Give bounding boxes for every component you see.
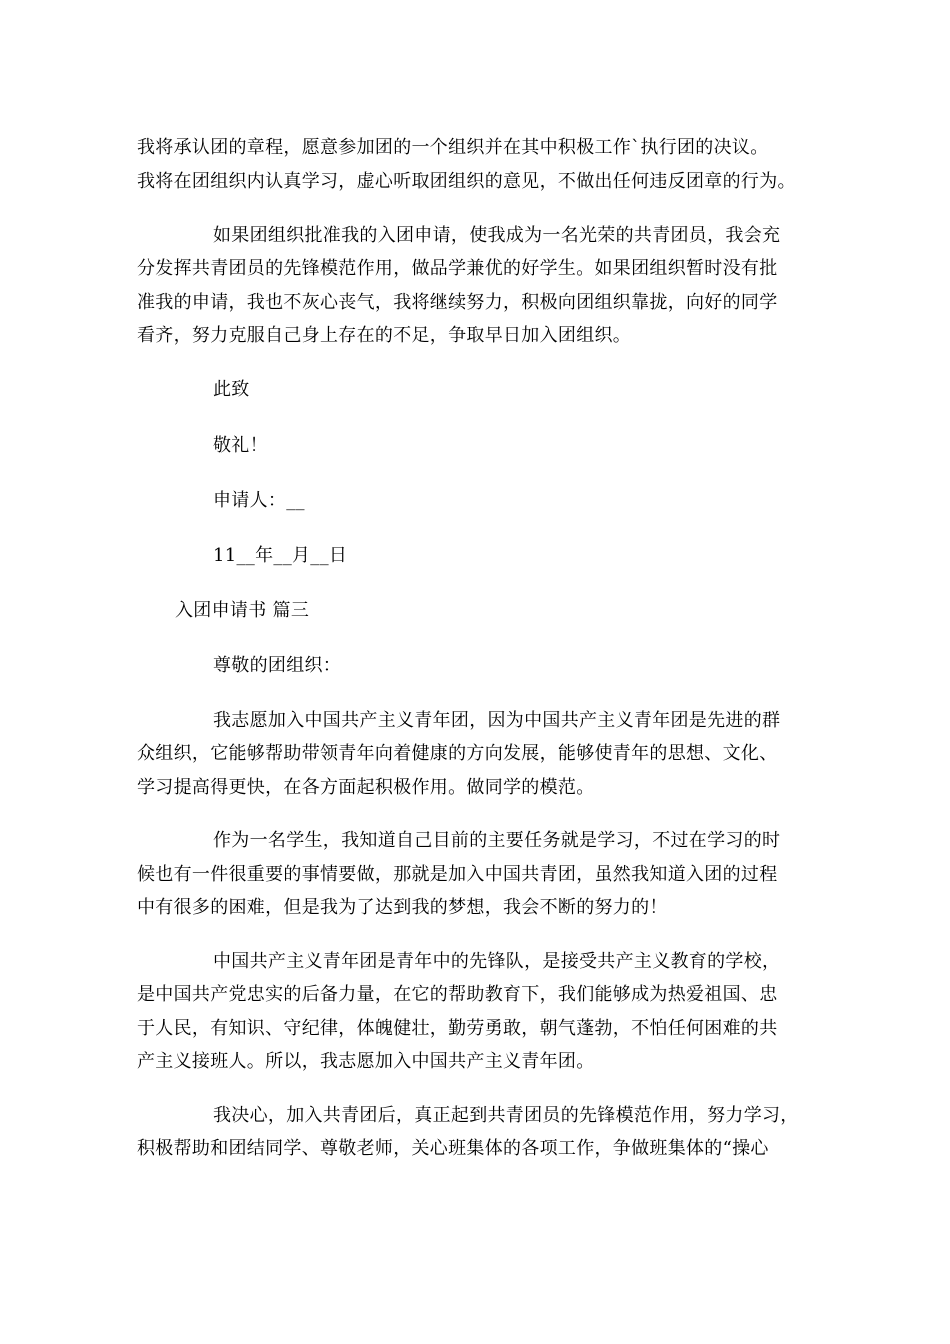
text-line: 分发挥共青团员的先锋模范作用，做品学兼优的好学生。如果团组织暂时没有批 xyxy=(137,258,778,279)
text-line: 是中国共产党忠实的后备力量，在它的帮助教育下，我们能够成为热爱祖国、忠 xyxy=(137,984,778,1005)
text-line: 我志愿加入中国共产主义青年团，因为中国共产主义青年团是先进的群 xyxy=(213,710,781,731)
text-line: 候也有一件很重要的事情要做，那就是加入中国共青团，虽然我知道入团的过程 xyxy=(137,864,778,885)
text-line: 看齐，努力克服自己身上存在的不足，争取早日加入团组织。 xyxy=(137,325,632,346)
text-line: 众组织，它能够帮助带领青年向着健康的方向发展，能够使青年的思想、文化、 xyxy=(137,743,778,764)
text-line: 如果团组织批准我的入团申请，使我成为一名光荣的共青团员，我会充 xyxy=(213,225,781,246)
text-line: 准我的申请，我也不灰心丧气，我将继续努力，积极向团组织靠拢，向好的同学 xyxy=(137,292,778,313)
text-line: 中有很多的困难，但是我为了达到我的梦想，我会不断的努力的！ xyxy=(137,897,668,918)
text-line: 中国共产主义青年团是青年中的先锋队，是接受共产主义教育的学校， xyxy=(213,951,781,972)
text-line: 作为一名学生，我知道自己目前的主要任务就是学习，不过在学习的时 xyxy=(213,830,781,851)
text-line: 积极帮助和团结同学、尊敬老师，关心班集体的各项工作，争做班集体的“操心 xyxy=(137,1138,769,1159)
text-line: 11__年__月__日 xyxy=(213,545,348,566)
text-line: 尊敬的团组织： xyxy=(213,655,342,676)
text-line: 敬礼！ xyxy=(213,435,268,456)
text-line: 此致 xyxy=(213,379,250,400)
text-line: 我将承认团的章程，愿意参加团的一个组织并在其中积极工作`执行团的决议。 xyxy=(137,137,769,158)
text-line: 产主义接班人。所以，我志愿加入中国共产主义青年团。 xyxy=(137,1051,595,1072)
section-heading: 入团申请书 篇三 xyxy=(175,600,310,621)
text-line: 我将在团组织内认真学习，虚心听取团组织的意见，不做出任何违反团章的行为。 xyxy=(137,171,796,192)
text-line: 申请人：__ xyxy=(213,490,305,511)
text-line: 学习提高得更快，在各方面起积极作用。做同学的模范。 xyxy=(137,777,595,798)
text-line: 我决心，加入共青团后，真正起到共青团员的先锋模范作用，努力学习， xyxy=(213,1105,799,1126)
text-line: 于人民，有知识、守纪律，体魄健壮，勤劳勇敢，朝气蓬勃，不怕任何困难的共 xyxy=(137,1018,778,1039)
